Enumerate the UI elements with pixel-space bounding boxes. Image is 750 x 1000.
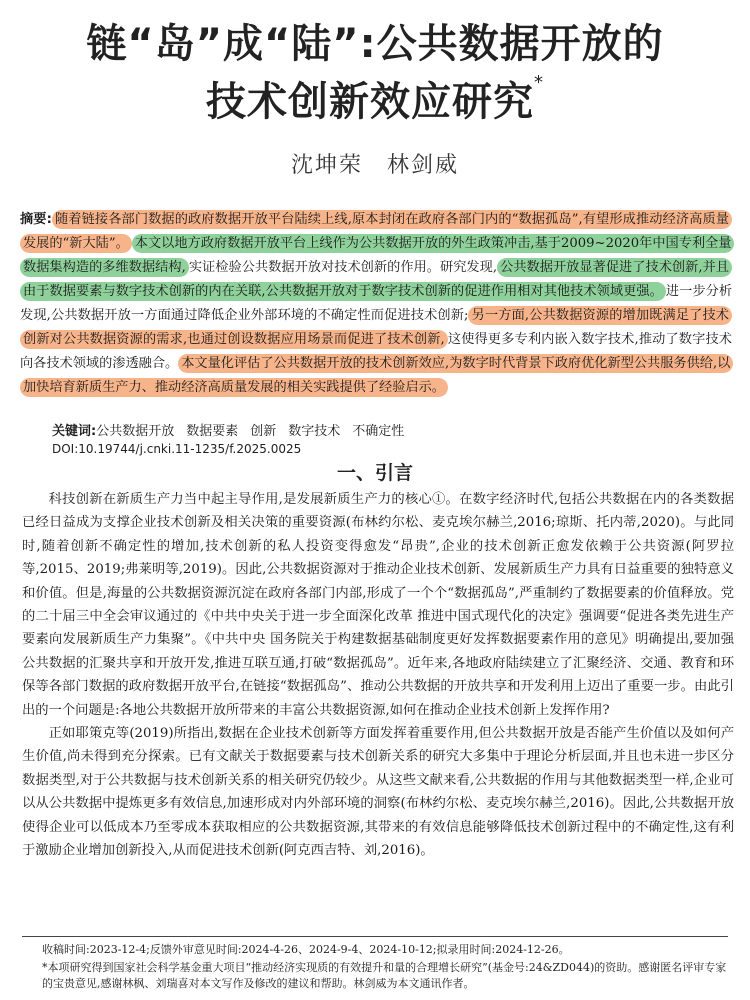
abstract: [20, 208, 732, 400]
keyword: 公共数据开放: [96, 424, 175, 439]
keyword: 创新: [250, 424, 277, 439]
keyword: 不确定性: [352, 424, 405, 439]
keywords: [52, 420, 416, 439]
abstract-text: 这使得更多专利内嵌入数字技术,推动了数字技术向各技术领域的渗透融合。: [20, 332, 732, 371]
article-title-line-2: [0, 70, 750, 127]
abstract-highlight-finding: 公共数据开放显著促进了技术创新,并且由于数据要素与数字技术创新的内在关联,公共数据开放对于数字技术创新的促进作用相对其他技术领域更强。: [20, 258, 732, 301]
abstract-highlight-background: 随着链接各部门数据的政府数据开放平台陆续上线,原本封闭在政府各部门内的“数据孤岛”,有望形成推动经济高质量发展的“新大陆”。: [20, 210, 732, 253]
footnote-received: 收稿时间:2023-12-4;反馈外审意见时间:2024-4-26、2024-9-4、2024-10-12;拟录用时间:2024-12-26。: [42, 943, 570, 956]
keyword: 数字技术: [288, 424, 341, 439]
paragraph: 科技创新在新质生产力当中起主导作用,是发展新质生产力的核心①。在数字经济时代,包括公共数据在内的各类数据已经日益成为支撑企业技术创新及相关决策的重要资源(布林约尔松、麦克埃尔赫兰,2016;琼斯、托内蒂,2020)。与此同时,随着创新不确定性的增加,技术创新的私人投资变得愈发“昂贵”,企业的技术创新正愈发依赖于公共资源(阿罗拉等,2015、2019;弗莱明等,2019)。因此,公共数据资源对于推动企业技术创新、发展新质生产力具有日益重要的独特意义和价值。但是,海量的公共数据资源沉淀在政府各部门内部,形成了一个个“数据孤岛”,严重制约了数据要素的价值释放。党的二十届三中全会审议通过的《中共中央关于进一步全面深化改革 推进中国式现代化的决定》强调要“促进各类先进生产要素向发展新质生产力集聚”。《中共中央 国务院关于构建数据基础制度更好发挥数据要素作用的意见》明确提出,要加强公共数据的汇聚共享和开放开发,推进互联互通,打破“数据孤岛”。近年来,各地政府陆续建立了汇聚经济、交通、教育和环保等各部门数据的政府数据开放平台,在链接“数据孤岛”、推动公共数据的开放共享和开发利用上迈出了重要一步。由此引出的一个问题是:各地公共数据开放所带来的丰富公共数据资源,如何在推动企业技术创新上发挥作用?: [22, 492, 734, 718]
abstract-text: 进一步分析发现,公共数据开放一方面通过降低企业外部环境的不确定性而促进技术创新;: [20, 284, 733, 323]
title-footnote-mark: *: [534, 72, 544, 93]
abstract-highlight-contribution: 本文量化评估了公共数据开放的技术创新效应,为数字时代背景下政府优化新型公共服务供给,以加快培育新质生产力、推动经济高质量发展的相关实践提供了经验启示。: [20, 354, 733, 397]
keywords-label: 关键词:: [52, 424, 97, 439]
body-text: [22, 488, 734, 863]
abstract-label: 摘要:: [20, 212, 52, 227]
abstract-highlight-method: 本文以地方政府数据开放平台上线作为公共数据开放的外生政策冲击,基于2009~2020年中国专利全量数据集构造的多维数据结构,: [20, 234, 734, 277]
keyword: 数据要素: [186, 424, 239, 439]
footnote-divider: [22, 936, 728, 937]
authors: 沈坤荣 林剑威: [290, 153, 459, 178]
abstract-highlight-mechanism: 另一方面,公共数据资源的增加既满足了技术创新对公共数据资源的需求,也通过创设数据应用场景而促进了技术创新,: [20, 306, 732, 349]
abstract-text: 实证检验公共数据开放对技术创新的作用。研究发现,: [188, 260, 498, 275]
section-title: 一、引言: [336, 462, 413, 484]
article-title-text: 技术创新效应研究: [206, 79, 534, 125]
doi: DOI:10.19744/j.cnki.11-1235/f.2025.0025: [52, 442, 302, 456]
footnote-funding: *本项研究得到国家社会科学基金重大项目“推动经济实现质的有效提升和量的合理增长研究”(基金号:24&ZD044)的资助。感谢匿名评审专家的宝贵意见,感谢林枫、刘瑞喜对本文写作及修改的建议和帮助。林剑威为本文通讯作者。: [42, 961, 727, 990]
article-title-line-1: 链“岛”成“陆”:公共数据开放的: [86, 21, 664, 67]
paragraph: 正如耶策克等(2019)所指出,数据在企业技术创新等方面发挥着重要作用,但公共数据开放是否能产生价值以及如何产生价值,尚未得到充分探索。已有文献关于数据要素与技术创新关系的研究大多集中于理论分析层面,并且也未进一步区分数据类型,对于公共数据与技术创新关系的相关研究仍较少。从这些文献来看,公共数据的作用与其他数据类型一样,企业可以从公共数据中提炼更多有效信息,加速形成对内外部环境的洞察(布林约尔松、麦克埃尔赫兰,2016)。因此,公共数据开放使得企业可以低成本乃至零成本获取相应的公共数据资源,其带来的有效信息能够降低技术创新过程中的不确定性,这有利于激励企业增加创新投入,从而促进技术创新(阿克西吉特、刘,2016)。: [22, 726, 734, 859]
